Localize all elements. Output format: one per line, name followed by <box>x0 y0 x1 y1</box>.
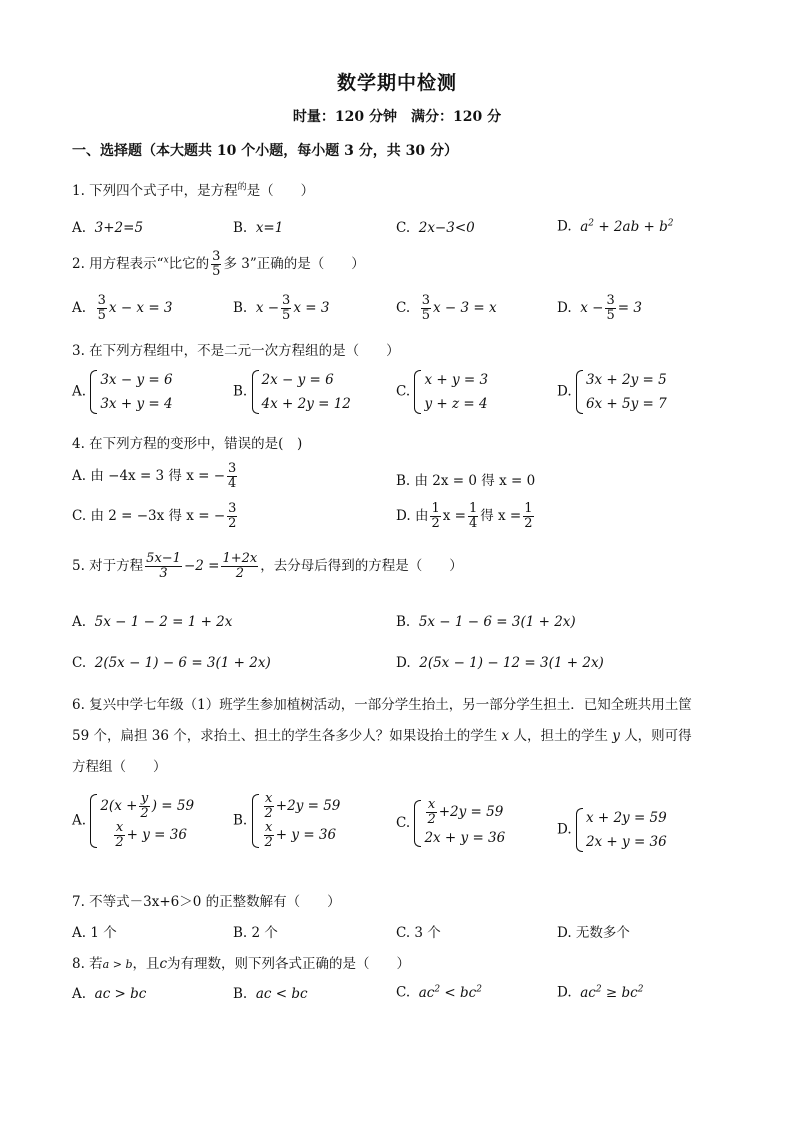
q8-option-d: D. $ac^2 \ge bc^2$ <box>557 984 644 1001</box>
q4-option-b: B. 由 2x = 0 得 x = 0 <box>396 473 536 489</box>
q7-option-d: D. 无数多个 <box>557 925 630 941</box>
q5-option-a: A. 5x − 1 − 2 = 1 + 2x <box>72 614 233 630</box>
q2-option-b: B. x − $\frac{3}{5}$ x = 3 <box>233 293 330 323</box>
q4-option-c: C. 由 2 = −3x 得 x = − $\frac{3}{2}$ <box>72 501 237 531</box>
q3-option-c: C. x + y = 3 y + z = 4 <box>396 368 488 416</box>
question-1-stem: 1. 下列四个式子中，是方程$^的$是（ ） <box>72 182 315 199</box>
q2-option-c: C. $\frac{3}{5}$ x − 3 = x <box>396 293 497 323</box>
q3-option-b: B. 2x − y = 6 4x + 2y = 12 <box>233 368 351 416</box>
q6-option-d: D. x + 2y = 59 2x + y = 36 <box>557 806 667 854</box>
question-3-stem: 3. 在下列方程组中，不是二元一次方程组的是（ ） <box>72 343 400 359</box>
q2-option-d: D. x − $\frac{3}{5}$ = 3 <box>557 293 642 323</box>
question-7-stem: 7. 不等式－3x+6＞0 的正整数解有（ ） <box>72 894 341 910</box>
q6-option-a: A. 2(x + $\frac{y}{2}$ ) = 59 $\frac{x}{2}$ + y = 36 <box>72 791 195 850</box>
question-2-stem: 2. 用方程表示“$^x$比它的 $\frac{3}{5}$ 多 3”正确的是（ ） <box>72 249 365 279</box>
page-title: 数学期中检测 <box>336 72 457 94</box>
question-6-line-2: 59 个，扁担 36 个，求抬土、担土的学生各多少人？如果设抬土的学生 x 人，担土的学生 y 人，则可得 <box>72 728 692 744</box>
question-4-stem: 4. 在下列方程的变形中，错误的是( ) <box>72 436 303 452</box>
question-6-line-1: 6. 复兴中学七年级（1）班学生参加植树活动，一部分学生抬土，另一部分学生担土．已知全班共用土筐 <box>72 697 692 713</box>
q5-option-d: D. 2(5x − 1) − 12 = 3(1 + 2x) <box>396 655 604 671</box>
q1-option-b: B. x=1 <box>233 220 284 236</box>
section-heading: 一、选择题（本大题共 10 个小题，每小题 3 分，共 30 分） <box>72 143 458 159</box>
q4-option-a: A. 由 −4x = 3 得 x = − $\frac{3}{4}$ <box>72 461 237 491</box>
q1-option-d: D. $a^2 + 2ab + b^2$ <box>557 218 674 235</box>
q3-option-a: A. 3x − y = 6 3x + y = 4 <box>72 368 173 416</box>
q5-option-b: B. 5x − 1 − 6 = 3(1 + 2x) <box>396 614 576 630</box>
q1-option-a: A. 3+2=5 <box>72 220 144 236</box>
q1-option-c: C. 2x−3<0 <box>396 220 475 236</box>
q8-option-c: C. $ac^2 < bc^2$ <box>396 984 482 1001</box>
q3-option-d: D. 3x + 2y = 5 6x + 5y = 7 <box>557 368 667 416</box>
question-5-stem: 5. 对于方程 $\frac{5x-1}{3}$ −2 = $\frac{1+2x}{2}$ ，去分母后得到的方程是（ ） <box>72 551 463 581</box>
q6-option-c: C. $\frac{x}{2}$ +2y = 59 2x + y = 36 <box>396 798 505 849</box>
q8-option-b: B. ac < bc <box>233 986 308 1002</box>
q6-option-b: B. $\frac{x}{2}$ +2y = 59 $\frac{x}{2}$ + y = 36 <box>233 791 341 850</box>
question-8-stem: 8. 若a > b，且c为有理数，则下列各式正确的是（ ） <box>72 956 411 972</box>
q4-option-d: D. 由 $\frac{1}{2}$ x = $\frac{1}{4}$ 得 x = $\frac{1}{2}$ <box>396 501 533 531</box>
question-6-line-3: 方程组（ ） <box>72 759 167 775</box>
q2-option-a: A. $\frac{3}{5}$ x − x = 3 <box>72 293 173 323</box>
q7-option-c: C. 3 个 <box>396 925 441 941</box>
q5-option-c: C. 2(5x − 1) − 6 = 3(1 + 2x) <box>72 655 271 671</box>
q8-option-a: A. ac > bc <box>72 986 147 1002</box>
exam-duration-score: 时量：120 分钟 满分：120 分 <box>292 109 502 125</box>
q7-option-b: B. 2 个 <box>233 925 278 941</box>
q7-option-a: A. 1 个 <box>72 925 117 941</box>
